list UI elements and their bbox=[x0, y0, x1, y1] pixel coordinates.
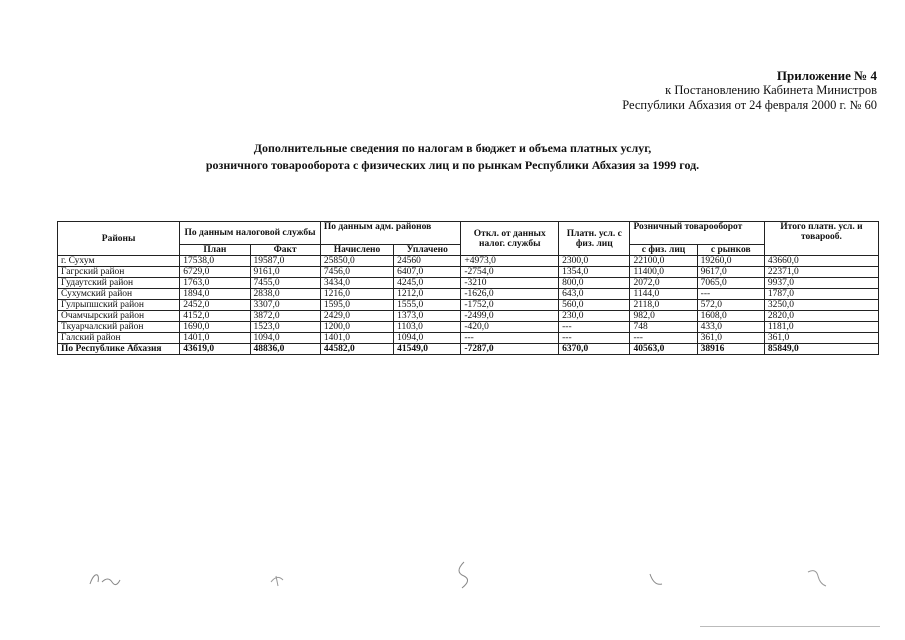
cell-plan: 4152,0 bbox=[180, 311, 250, 322]
header-deviation: Откл. от данных налог. службы bbox=[461, 222, 559, 256]
signature-mark bbox=[268, 572, 288, 588]
signature-mark bbox=[646, 570, 666, 590]
cell-deviation: -2499,0 bbox=[461, 311, 559, 322]
header-line-2: Республики Абхазия от 24 февраля 2000 г. № 60 bbox=[622, 98, 877, 112]
cell-retail-markets: 433,0 bbox=[697, 322, 764, 333]
cell-accrued: 44582,0 bbox=[320, 344, 393, 355]
cell-paid-services: 560,0 bbox=[559, 300, 630, 311]
header-accrued: Начислено bbox=[320, 245, 393, 256]
cell-district: Гагрский район bbox=[58, 267, 180, 278]
cell-fact: 48836,0 bbox=[250, 344, 320, 355]
cell-fact: 3307,0 bbox=[250, 300, 320, 311]
cell-accrued: 1216,0 bbox=[320, 289, 393, 300]
cell-total: 3250,0 bbox=[764, 300, 878, 311]
cell-retail-individuals: 982,0 bbox=[630, 311, 697, 322]
cell-retail-markets: 9617,0 bbox=[697, 267, 764, 278]
cell-paid-services: 643,0 bbox=[559, 289, 630, 300]
cell-paid-services: --- bbox=[559, 322, 630, 333]
cell-retail-markets: 1608,0 bbox=[697, 311, 764, 322]
cell-plan: 6729,0 bbox=[180, 267, 250, 278]
cell-paid: 1212,0 bbox=[394, 289, 461, 300]
cell-deviation: -420,0 bbox=[461, 322, 559, 333]
cell-retail-markets: 361,0 bbox=[697, 333, 764, 344]
cell-paid-services: 6370,0 bbox=[559, 344, 630, 355]
cell-paid: 6407,0 bbox=[394, 267, 461, 278]
cell-retail-markets: --- bbox=[697, 289, 764, 300]
title-line-2: розничного товарооборота с физических лиц и по рынкам Республики Абхазия за 1999 год. bbox=[205, 158, 700, 172]
cell-retail-individuals: 2118,0 bbox=[630, 300, 697, 311]
cell-total: 361,0 bbox=[764, 333, 878, 344]
cell-accrued: 7456,0 bbox=[320, 267, 393, 278]
cell-plan: 1401,0 bbox=[180, 333, 250, 344]
cell-deviation: --- bbox=[461, 333, 559, 344]
cell-district: Гудаутский район bbox=[58, 278, 180, 289]
cell-accrued: 3434,0 bbox=[320, 278, 393, 289]
cell-district: г. Сухум bbox=[58, 256, 180, 267]
cell-plan: 1763,0 bbox=[180, 278, 250, 289]
cell-total: 1181,0 bbox=[764, 322, 878, 333]
header-total: Итого платн. усл. и товарооб. bbox=[764, 222, 878, 256]
cell-total: 2820,0 bbox=[764, 311, 878, 322]
signature-mark bbox=[452, 560, 476, 590]
cell-retail-individuals: 11400,0 bbox=[630, 267, 697, 278]
document-title bbox=[0, 140, 905, 174]
cell-retail-individuals: 40563,0 bbox=[630, 344, 697, 355]
title-line-1: Дополнительные сведения по налогам в бюджет и объема платных услуг, bbox=[253, 141, 652, 155]
cell-deviation: -3210 bbox=[461, 278, 559, 289]
cell-accrued: 2429,0 bbox=[320, 311, 393, 322]
cell-paid-services: --- bbox=[559, 333, 630, 344]
cell-paid: 41549,0 bbox=[394, 344, 461, 355]
header-paid-services: Платн. усл. с физ. лиц bbox=[559, 222, 630, 256]
cell-total: 1787,0 bbox=[764, 289, 878, 300]
cell-paid: 1373,0 bbox=[394, 311, 461, 322]
cell-plan: 1894,0 bbox=[180, 289, 250, 300]
cell-retail-markets: 572,0 bbox=[697, 300, 764, 311]
scan-artifact-line bbox=[700, 626, 880, 627]
cell-plan: 17538,0 bbox=[180, 256, 250, 267]
cell-retail-markets: 38916 bbox=[697, 344, 764, 355]
cell-paid-services: 230,0 bbox=[559, 311, 630, 322]
cell-plan: 43619,0 bbox=[180, 344, 250, 355]
cell-fact: 9161,0 bbox=[250, 267, 320, 278]
cell-retail-markets: 19260,0 bbox=[697, 256, 764, 267]
table-row bbox=[58, 267, 879, 278]
table-row bbox=[58, 289, 879, 300]
cell-district: Ткуарчалский район bbox=[58, 322, 180, 333]
cell-paid: 24560 bbox=[394, 256, 461, 267]
header-paid: Уплачено bbox=[394, 245, 461, 256]
cell-total: 22371,0 bbox=[764, 267, 878, 278]
cell-district: Очамчырский район bbox=[58, 311, 180, 322]
header-tax-service: По данным налоговой службы bbox=[180, 222, 321, 245]
cell-district: Сухумский район bbox=[58, 289, 180, 300]
cell-retail-individuals: --- bbox=[630, 333, 697, 344]
signature-mark bbox=[86, 570, 126, 590]
table-row bbox=[58, 256, 879, 267]
cell-accrued: 1200,0 bbox=[320, 322, 393, 333]
cell-district: По Республике Абхазия bbox=[58, 344, 180, 355]
cell-paid: 1094,0 bbox=[394, 333, 461, 344]
cell-paid: 1555,0 bbox=[394, 300, 461, 311]
cell-plan: 2452,0 bbox=[180, 300, 250, 311]
cell-total: 43660,0 bbox=[764, 256, 878, 267]
header-districts: Районы bbox=[58, 222, 180, 256]
cell-paid-services: 800,0 bbox=[559, 278, 630, 289]
cell-deviation: -7287,0 bbox=[461, 344, 559, 355]
header-line-1: к Постановлению Кабинета Министров bbox=[665, 83, 877, 97]
cell-fact: 7455,0 bbox=[250, 278, 320, 289]
cell-district: Гулрыпшский район bbox=[58, 300, 180, 311]
header-fact: Факт bbox=[250, 245, 320, 256]
cell-deviation: -2754,0 bbox=[461, 267, 559, 278]
cell-retail-individuals: 2072,0 bbox=[630, 278, 697, 289]
header-from-individuals: с физ. лиц bbox=[630, 245, 697, 256]
cell-fact: 19587,0 bbox=[250, 256, 320, 267]
header-adm-districts: По данным адм. районов bbox=[320, 222, 461, 245]
cell-plan: 1690,0 bbox=[180, 322, 250, 333]
cell-fact: 1523,0 bbox=[250, 322, 320, 333]
cell-total: 85849,0 bbox=[764, 344, 878, 355]
header-from-markets: с рынков bbox=[697, 245, 764, 256]
cell-deviation: -1626,0 bbox=[461, 289, 559, 300]
appendix-label: Приложение № 4 bbox=[776, 68, 877, 83]
cell-total: 9937,0 bbox=[764, 278, 878, 289]
cell-retail-markets: 7065,0 bbox=[697, 278, 764, 289]
cell-retail-individuals: 748 bbox=[630, 322, 697, 333]
cell-paid-services: 1354,0 bbox=[559, 267, 630, 278]
table-row bbox=[58, 300, 879, 311]
header-plan: План bbox=[180, 245, 250, 256]
cell-paid: 4245,0 bbox=[394, 278, 461, 289]
cell-deviation: +4973,0 bbox=[461, 256, 559, 267]
cell-accrued: 1401,0 bbox=[320, 333, 393, 344]
table-row bbox=[58, 278, 879, 289]
cell-retail-individuals: 22100,0 bbox=[630, 256, 697, 267]
table-row bbox=[58, 311, 879, 322]
cell-retail-individuals: 1144,0 bbox=[630, 289, 697, 300]
tax-data-table bbox=[57, 221, 879, 355]
cell-fact: 2838,0 bbox=[250, 289, 320, 300]
cell-accrued: 1595,0 bbox=[320, 300, 393, 311]
cell-fact: 1094,0 bbox=[250, 333, 320, 344]
total-row bbox=[58, 344, 879, 355]
cell-accrued: 25850,0 bbox=[320, 256, 393, 267]
signature-mark bbox=[804, 566, 830, 590]
header-retail: Розничный товарооборот bbox=[630, 222, 764, 245]
table-row bbox=[58, 333, 879, 344]
document-header bbox=[622, 68, 877, 113]
signatures bbox=[0, 560, 905, 600]
cell-district: Галский район bbox=[58, 333, 180, 344]
cell-paid: 1103,0 bbox=[394, 322, 461, 333]
table-row bbox=[58, 322, 879, 333]
cell-deviation: -1752,0 bbox=[461, 300, 559, 311]
cell-paid-services: 2300,0 bbox=[559, 256, 630, 267]
cell-fact: 3872,0 bbox=[250, 311, 320, 322]
